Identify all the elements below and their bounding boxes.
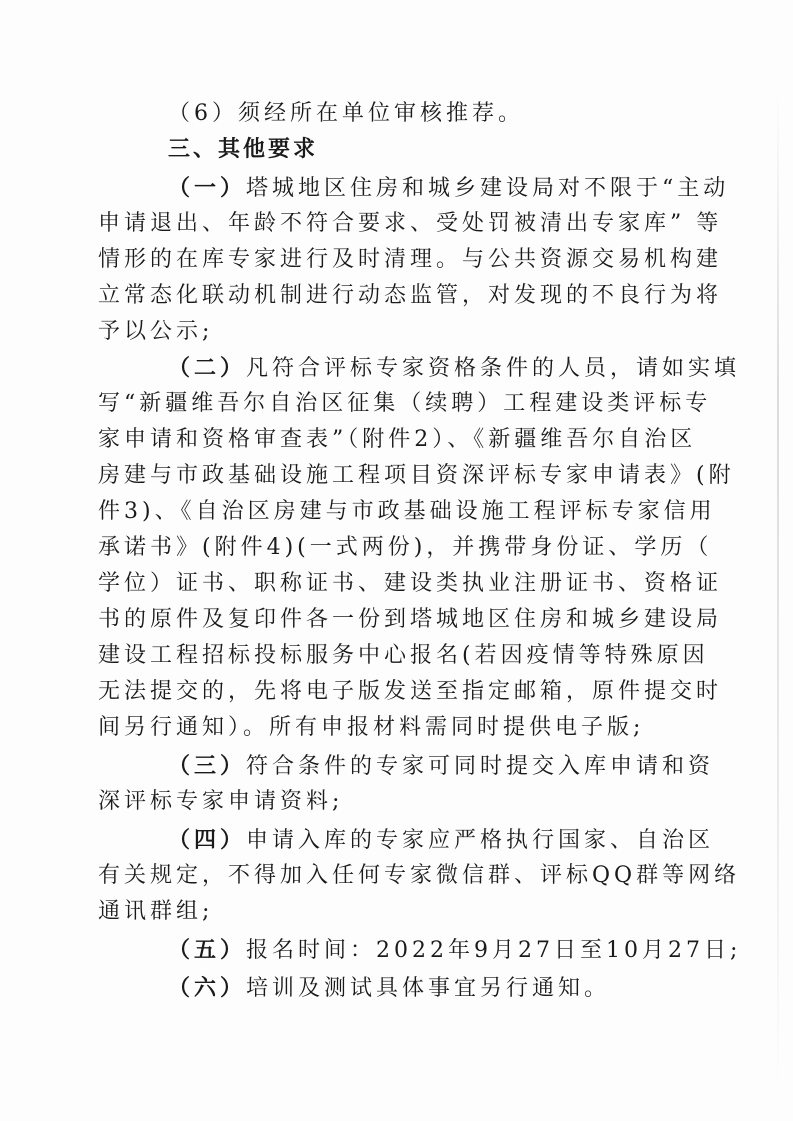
para2-line-10: 无法提交的，先将电子版发送至指定邮箱，原件提交时 (98, 679, 723, 704)
para3-line-2: 深评标专家申请资料; (98, 789, 344, 814)
para4-marker: （四） (168, 827, 247, 853)
para2-line-11: 间另行通知）。所有申报材料需同时提供电子版; (98, 715, 645, 740)
para2-line-3: 家申请和资格审查表”（附件2）、《新疆维吾尔自治区 (98, 427, 697, 452)
para2-line-5: 件3)、《自治区房建与市政基础设施工程评标专家信用 (98, 499, 716, 524)
para1-line-1: 塔城地区住房和城乡建设局对不限于“主动 (246, 176, 730, 201)
para1-line-3: 情形的在库专家进行及时清理。与公共资源交易机构建 (98, 247, 723, 272)
para2-line-4: 房建与市政基础设施工程项目资深评标专家申请表》(附 (98, 463, 735, 488)
para6-line (168, 974, 610, 1003)
para2-line-8: 书的原件及复印件各一份到塔城地区住房和城乡建设局 (98, 607, 723, 632)
para5-marker: （五） (168, 937, 247, 963)
para1-first-line (168, 174, 729, 203)
para2-line-7: 学位）证书、职称证书、建设类执业注册证书、资格证 (98, 571, 723, 596)
para3-line-1: 符合条件的专家可同时提交入库申请和资 (246, 754, 715, 779)
para4-line-3: 通讯群组; (98, 899, 214, 924)
para1-line-4: 立常态化联动机制进行动态监管，对发现的不良行为将 (98, 283, 723, 308)
para5-text: 报名时间：2022年9月27日至10月27日; (246, 938, 742, 963)
para1-marker: （一） (168, 175, 247, 201)
para2-line-1: 凡符合评标专家资格条件的人员，请如实填 (246, 356, 741, 381)
para2-line-6: 承诺书》(附件4)(一式两份)，并携带身份证、学历（ (98, 535, 713, 560)
para5-line (168, 936, 741, 965)
para2-line-2: 写“新疆维吾尔自治区征集（续聘）工程建设类评标专 (98, 391, 712, 416)
para4-line-2: 有关规定，不得加入任何专家微信群、评标QQ群等网络 (98, 863, 741, 888)
para6-text: 培训及测试具体事宜另行通知。 (246, 976, 611, 1001)
para3-first-line (168, 752, 714, 781)
para2-first-line (168, 354, 740, 383)
para4-first-line (168, 826, 714, 855)
para1-line-5: 予以公示; (98, 319, 214, 344)
para3-marker: （三） (168, 753, 247, 779)
para2-marker: （二） (168, 355, 247, 381)
para6-marker: （六） (168, 975, 247, 1001)
item-6-line: （6）须经所在单位审核推荐。 (168, 101, 524, 126)
scan-edge-shadow (777, 90, 779, 1090)
para4-line-1: 申请入库的专家应严格执行国家、自治区 (246, 828, 715, 853)
para2-line-9: 建设工程招标投标服务中心报名(若因疫情等特殊原因 (98, 643, 709, 668)
section-heading: 三、其他要求 (168, 137, 319, 162)
para1-line-2: 申请退出、年龄不符合要求、受处罚被清出专家库” 等 (98, 211, 723, 236)
